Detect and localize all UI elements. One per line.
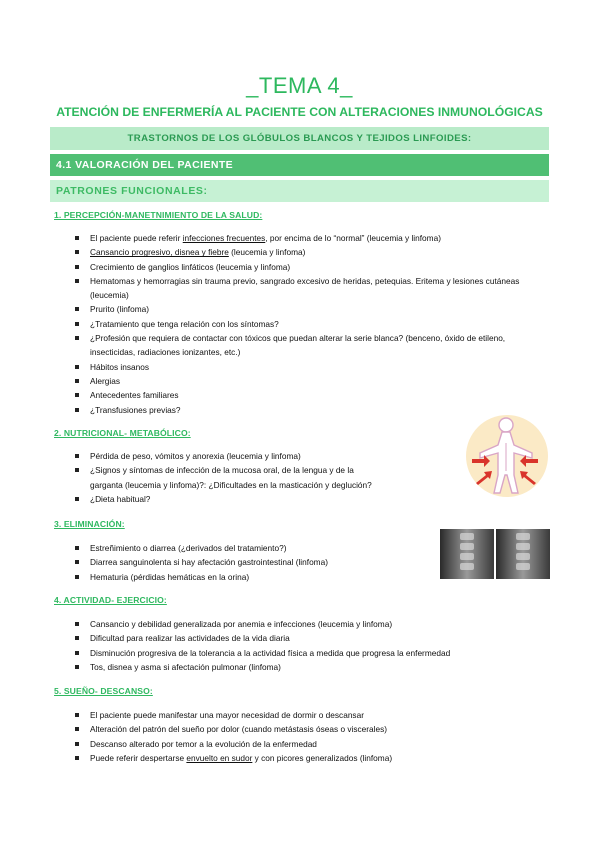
list-item: Descanso alterado por temor a la evolución de la enfermedad bbox=[74, 737, 534, 751]
list-item: El paciente puede manifestar una mayor necesidad de dormir o descansar bbox=[74, 708, 534, 722]
list-item: Estreñimiento o diarrea (¿derivados del tratamiento?) bbox=[74, 541, 424, 555]
list-item: Pérdida de peso, vómitos y anorexia (leucemia y linfoma) bbox=[74, 449, 384, 463]
list-item: Puede referir despertarse envuelto en sudor y con picores generalizados (linfoma) bbox=[74, 751, 534, 765]
body-illustration bbox=[462, 413, 548, 499]
list-item: Tos, disnea y asma si afectación pulmonar (linfoma) bbox=[74, 660, 534, 674]
list-item: Hábitos insanos bbox=[74, 360, 534, 374]
list-item: Prurito (linfoma) bbox=[74, 302, 534, 316]
list-item: Dificultad para realizar las actividades de la vida diaria bbox=[74, 631, 534, 645]
list-item: Antecedentes familiares bbox=[74, 388, 534, 402]
list-nutricional bbox=[74, 449, 384, 506]
section-heading-actividad: 4. ACTIVIDAD- EJERCICIO: bbox=[54, 595, 167, 605]
list-eliminacion bbox=[74, 541, 424, 584]
xray-images bbox=[440, 529, 550, 579]
list-item: Alergias bbox=[74, 374, 534, 388]
list-item: El paciente puede referir infecciones frecuentes, por encima de lo “normal” (leucemia y linfoma) bbox=[74, 231, 534, 245]
list-actividad bbox=[74, 617, 534, 674]
list-sueno bbox=[74, 708, 534, 765]
subsection-band: PATRONES FUNCIONALES: bbox=[50, 180, 549, 202]
list-item: Diarrea sanguinolenta si hay afectación gastrointestinal (linfoma) bbox=[74, 555, 424, 569]
section-heading-nutricional: 2. NUTRICIONAL- METABÓLICO: bbox=[54, 428, 191, 438]
list-item: Crecimiento de ganglios linfáticos (leucemia y linfoma) bbox=[74, 260, 534, 274]
list-item: ¿Dieta habitual? bbox=[74, 492, 384, 506]
document-title: _TEMA 4_ bbox=[246, 73, 353, 98]
list-item: Alteración del patrón del sueño por dolor (cuando metástasis óseas o viscerales) bbox=[74, 722, 534, 736]
topic-band: TRASTORNOS DE LOS GLÓBULOS BLANCOS Y TEJIDOS LINFOIDES: bbox=[50, 127, 549, 150]
list-item: Cansancio progresivo, disnea y fiebre (leucemia y linfoma) bbox=[74, 245, 534, 259]
section-band: 4.1 VALORACIÓN DEL PACIENTE bbox=[50, 154, 549, 176]
list-item: ¿Tratamiento que tenga relación con los síntomas? bbox=[74, 317, 534, 331]
list-item: ¿Signos y síntomas de infección de la mucosa oral, de la lengua y de la garganta (leucemia y linfoma)?: ¿Dificultades en la masticación y deglución? bbox=[74, 463, 384, 492]
list-item: Cansancio y debilidad generalizada por anemia e infecciones (leucemia y linfoma) bbox=[74, 617, 534, 631]
list-item: Disminución progresiva de la tolerancia a la actividad física a medida que progresa la enfermedad bbox=[74, 646, 534, 660]
section-heading-eliminacion: 3. ELIMINACIÓN: bbox=[54, 519, 125, 529]
list-item: ¿Transfusiones previas? bbox=[74, 403, 534, 417]
section-heading-percepcion: 1. PERCEPCIÓN-MANETNIMIENTO DE LA SALUD: bbox=[54, 210, 263, 220]
list-item: Hematuria (pérdidas hemáticas en la orina) bbox=[74, 570, 424, 584]
list-item: Hematomas y hemorragias sin trauma previo, sangrado excesivo de heridas, petequias. Eritema y lesiones cutáneas (leucemia) bbox=[74, 274, 534, 303]
section-heading-sueno: 5. SUEÑO- DESCANSO: bbox=[54, 686, 153, 696]
list-percepcion bbox=[74, 231, 534, 417]
list-item: ¿Profesión que requiera de contactar con tóxicos que puedan alterar la serie blanca? (benceno, óxido de etileno, insecticidas, radiaciones ionizantes, etc.) bbox=[74, 331, 534, 360]
document-subtitle: ATENCIÓN DE ENFERMERÍA AL PACIENTE CON ALTERACIONES INMUNOLÓGICAS bbox=[56, 105, 543, 119]
